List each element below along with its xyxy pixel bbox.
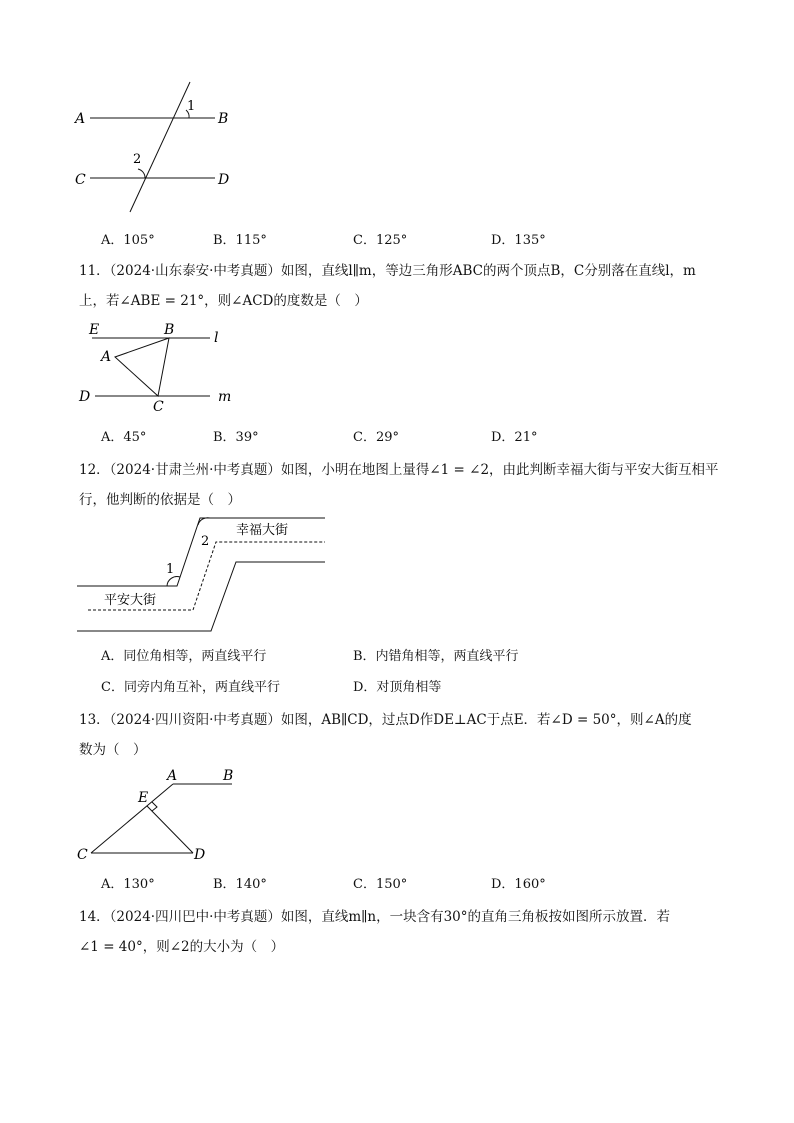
label-angle-1: 1 [166, 562, 175, 577]
q11-text-line2: 上，若∠ABE = 21°，则∠ACD的度数是（ ） [79, 293, 368, 309]
transversal [130, 82, 190, 212]
label-m: m [218, 389, 232, 405]
option-d[interactable]: D．21° [491, 430, 538, 445]
label-c: C [153, 399, 164, 415]
option-c[interactable]: C．125° [353, 233, 408, 248]
q12-options-row2 [0, 676, 794, 698]
option-a[interactable]: A．45° [101, 430, 147, 445]
angle-2-arc [138, 169, 145, 178]
segment-de [147, 806, 193, 853]
q12-text-line2: 行，他判断的依据是（ ） [79, 492, 241, 508]
label-a: A [101, 349, 112, 365]
option-b[interactable]: B．39° [213, 430, 259, 445]
option-b[interactable]: B．115° [213, 233, 267, 248]
q11-options [0, 426, 794, 448]
label-angle-1: 1 [187, 99, 196, 114]
right-angle-mark [152, 802, 157, 811]
option-c[interactable]: C．29° [353, 430, 399, 445]
label-angle-2: 2 [133, 152, 142, 167]
option-c[interactable]: C．同旁内角互补，两直线平行 [101, 680, 280, 695]
option-d[interactable]: D．135° [491, 233, 546, 248]
label-c: C [77, 847, 88, 863]
label-angle-2: 2 [201, 534, 210, 549]
angle-1-arc [167, 577, 180, 586]
label-b: B [223, 768, 234, 784]
q13-options [0, 873, 794, 895]
label-l: l [214, 330, 219, 346]
label-a: A [167, 768, 178, 784]
label-b: B [218, 111, 229, 127]
q12-figure [0, 510, 794, 640]
street-label-xingfu: 幸福大街 [236, 523, 289, 538]
label-d: D [79, 389, 91, 405]
q14-text-line1: 14．（2024·四川巴中·中考真题）如图，直线m∥n，一块含有30°的直角三角板按如图所示放置．若 [79, 909, 671, 925]
option-d[interactable]: D．160° [491, 877, 546, 892]
label-c: C [75, 172, 86, 188]
option-a[interactable]: A．105° [101, 233, 155, 248]
segment-ac [91, 784, 173, 853]
q13-text-line1: 13．（2024·四川资阳·中考真题）如图，AB∥CD，过点D作DE⊥AC于点E．若∠D = 50°，则∠A的度 [79, 712, 692, 728]
q10-figure [0, 0, 794, 230]
label-d: D [218, 172, 230, 188]
option-b[interactable]: B．140° [213, 877, 267, 892]
q13-figure [0, 762, 794, 867]
q13-text-line2: 数为（ ） [79, 742, 147, 758]
option-a[interactable]: A．同位角相等，两直线平行 [101, 649, 267, 664]
label-b: B [164, 322, 175, 338]
label-d: D [194, 847, 206, 863]
option-a[interactable]: A．130° [101, 877, 155, 892]
label-e: E [89, 322, 100, 338]
option-d[interactable]: D．对顶角相等 [353, 680, 442, 695]
q12-options-row1 [0, 645, 794, 667]
q10-options [0, 229, 794, 251]
triangle-abc [115, 338, 169, 396]
label-e: E [138, 790, 149, 806]
option-c[interactable]: C．150° [353, 877, 408, 892]
q11-figure [0, 315, 794, 435]
street-label-pingan: 平安大街 [104, 593, 157, 608]
q12-text-line1: 12．（2024·甘肃兰州·中考真题）如图，小明在地图上量得∠1 = ∠2，由此判断幸福大街与平安大街互相平 [79, 462, 719, 478]
option-b[interactable]: B．内错角相等，两直线平行 [353, 649, 519, 664]
q14-text-line2: ∠1 = 40°，则∠2的大小为（ ） [79, 939, 285, 955]
q11-text-line1: 11．（2024·山东泰安·中考真题）如图，直线l∥m，等边三角形ABC的两个顶点B，C分别落在直线l，m [79, 263, 696, 279]
label-a: A [75, 111, 86, 127]
